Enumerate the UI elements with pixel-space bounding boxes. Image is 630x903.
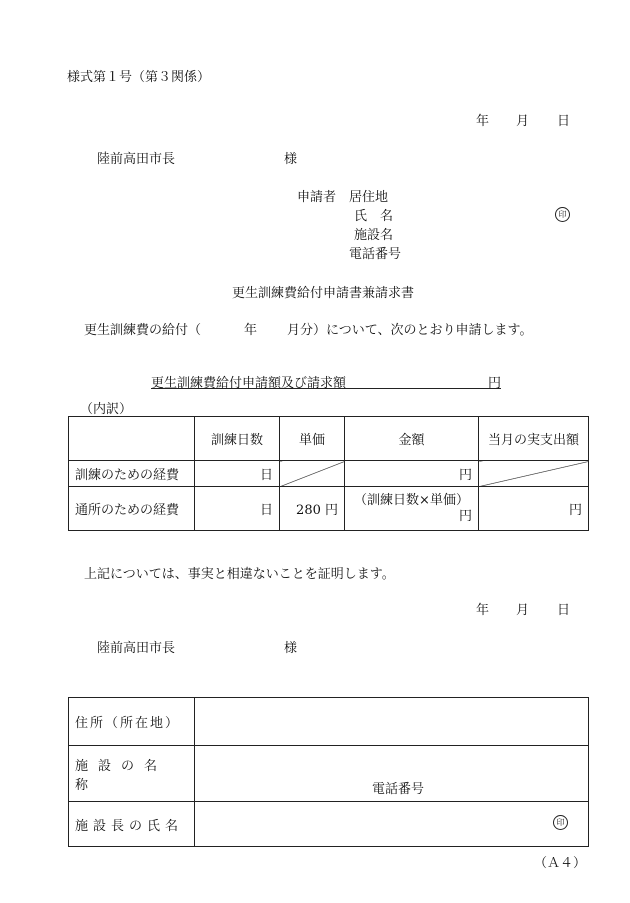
facility-head-label: 施設長の氏名 <box>69 802 195 847</box>
request-month-part: 月分）について、次のとおり申請します。 <box>287 323 533 338</box>
date-day: 日 <box>557 114 571 129</box>
facility-name-value[interactable] <box>195 746 589 802</box>
facility-table <box>68 697 589 847</box>
row-amount-note: （訓練日数×単価） <box>354 492 469 508</box>
table-row <box>69 487 589 531</box>
applicant-phone-label: 電話番号 <box>349 247 402 262</box>
facility-address-row <box>69 698 589 746</box>
row-days: 日 <box>195 461 280 487</box>
row-unit-price: 280 円 <box>280 487 345 531</box>
facility-head-value[interactable] <box>195 802 589 847</box>
facility-name-label: 施設の名称 <box>69 746 195 802</box>
row-actual: 円 <box>479 487 589 531</box>
date-month: 月 <box>516 114 530 129</box>
row-days: 日 <box>195 487 280 531</box>
applicant-name-label: 氏 名 <box>354 209 394 224</box>
table-header-cell: 訓練日数 <box>195 417 280 461</box>
date-year: 年 <box>476 603 490 618</box>
table-header-row <box>69 417 589 461</box>
form-number: 様式第１号（第３関係） <box>67 70 211 85</box>
row-amount: 円 <box>345 461 479 487</box>
table-row <box>69 461 589 487</box>
date-day: 日 <box>557 603 571 618</box>
facility-address-label: 住所（所在地） <box>69 698 195 746</box>
breakdown-table <box>68 416 589 531</box>
addressee-name: 陸前高田市長 <box>97 152 176 167</box>
seal-icon: 印 <box>555 207 570 222</box>
facility-name-row <box>69 746 589 802</box>
row-label: 通所のための経費 <box>69 487 195 531</box>
row-label: 訓練のための経費 <box>69 461 195 487</box>
facility-address-value[interactable] <box>195 698 589 746</box>
row-amount-unit: 円 <box>458 508 472 524</box>
table-header-cell: 金額 <box>345 417 479 461</box>
applicant-role: 申請者 <box>297 190 337 205</box>
amount-line <box>151 372 501 389</box>
paper-size: （Ａ４） <box>534 856 587 871</box>
addressee-name: 陸前高田市長 <box>97 641 176 656</box>
addressee-honorific: 様 <box>284 152 298 167</box>
seal-icon: 印 <box>553 815 568 830</box>
row-unit-price <box>280 461 345 487</box>
table-header-cell: 単価 <box>280 417 345 461</box>
facility-phone-label: 電話番号 <box>372 782 425 797</box>
request-prefix: 更生訓練費の給付（ <box>84 323 202 338</box>
row-amount <box>345 487 479 531</box>
facility-head-row <box>69 802 589 847</box>
amount-label: 更生訓練費給付申請額及び請求額 <box>151 376 347 391</box>
row-actual <box>479 461 589 487</box>
date-month: 月 <box>516 603 530 618</box>
table-header-cell: 当月の実支出額 <box>479 417 589 461</box>
request-year: 年 <box>244 323 258 338</box>
applicant-residence-label: 居住地 <box>349 190 389 205</box>
certify-statement: 上記については、事実と相違ないことを証明します。 <box>84 567 395 582</box>
document-title: 更生訓練費給付申請書兼請求書 <box>232 286 415 301</box>
addressee-honorific: 様 <box>284 641 298 656</box>
table-header-cell <box>69 417 195 461</box>
applicant-facility-label: 施設名 <box>354 228 394 243</box>
amount-unit: 円 <box>487 376 501 391</box>
breakdown-label: （内訳） <box>80 402 133 417</box>
date-year: 年 <box>476 114 490 129</box>
